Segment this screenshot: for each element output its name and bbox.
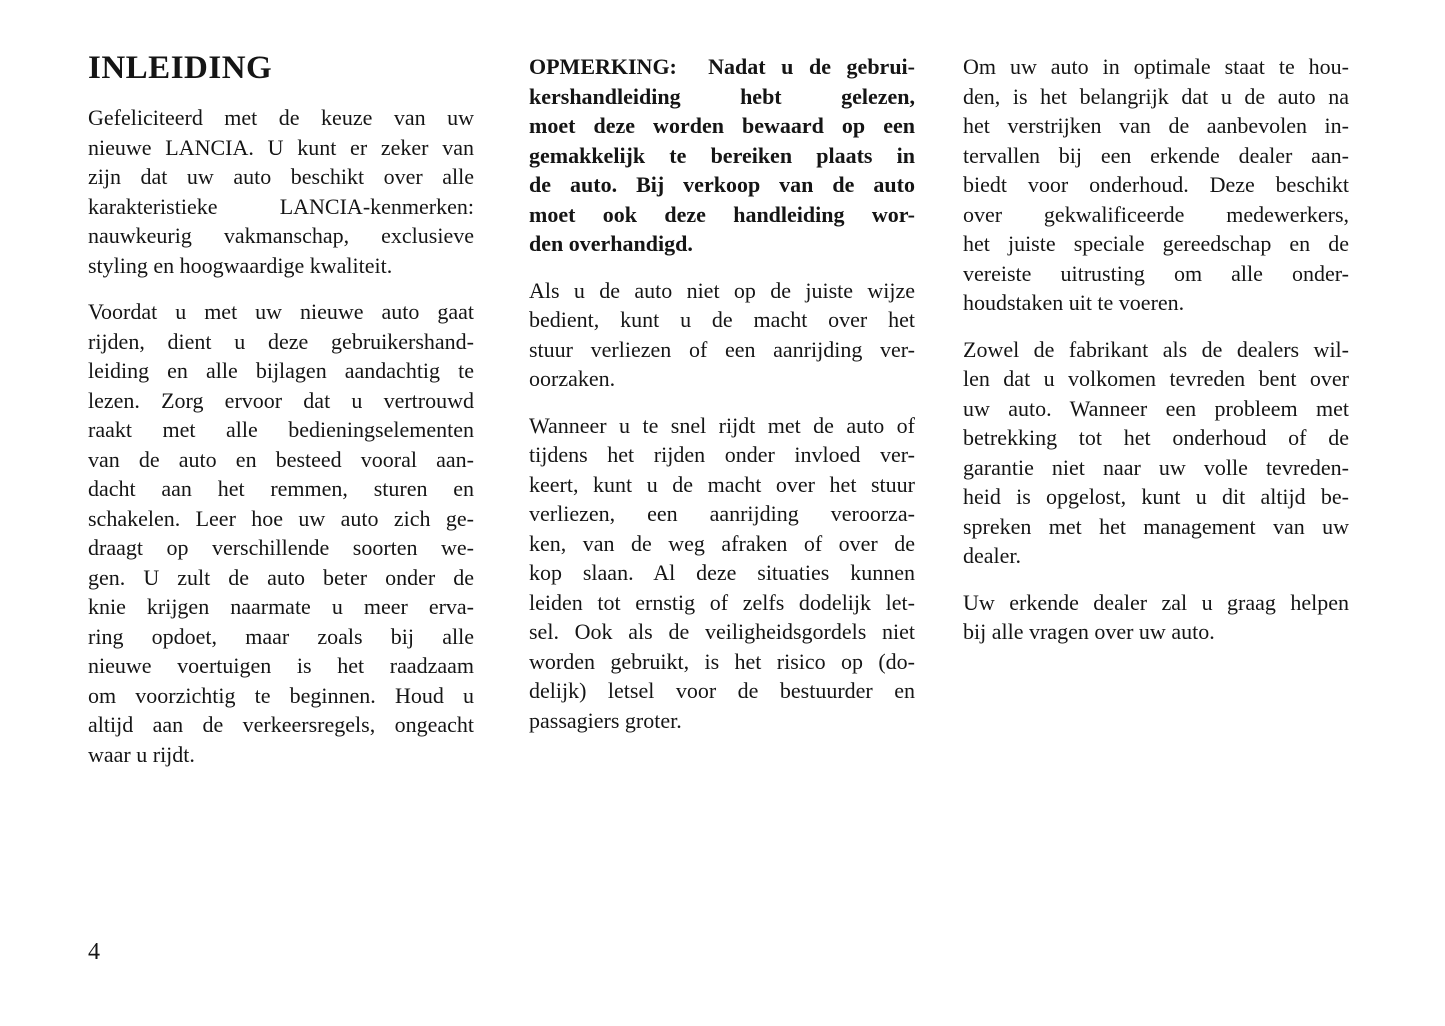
text-line: den, is het belangrijk dat u de auto na — [963, 83, 1349, 109]
text-line: betrekking tot het onderhoud of de — [963, 425, 1349, 450]
text-line: om voorzichtig te beginnen. Houd u — [88, 682, 474, 708]
text-line: delijk) letsel voor de bestuurder en — [529, 678, 915, 703]
text-line: houdstaken uit te voeren. — [963, 290, 1185, 315]
text-line: Wanneer u te snel rijdt met de auto of — [529, 412, 915, 438]
text-line: zijn dat uw auto beschikt over alle — [88, 164, 474, 189]
paragraph — [88, 103, 474, 280]
paragraph — [963, 52, 1349, 318]
text-line: vereiste uitrusting om alle onder- — [963, 260, 1349, 286]
column-intro — [88, 52, 474, 786]
text-line: leiden tot ernstig of zelfs dodelijk let- — [529, 589, 915, 615]
text-line: Voordat u met uw nieuwe auto gaat — [88, 299, 474, 324]
text-line: OPMERKING: Nadat u de gebrui- — [529, 54, 915, 79]
text-line: nauwkeurig vakmanschap, exclusieve — [88, 223, 474, 248]
text-line: van de auto en besteed vooral aan- — [88, 446, 474, 472]
text-line: knie krijgen naarmate u meer erva- — [88, 594, 474, 619]
text-line: spreken met het management van uw — [963, 513, 1349, 539]
text-line: passagiers groter. — [529, 707, 682, 733]
text-line: schakelen. Leer hoe uw auto zich ge- — [88, 505, 474, 531]
paragraph — [529, 276, 915, 394]
paragraph — [963, 588, 1349, 647]
text-line: keert, kunt u de macht over het stuur — [529, 471, 915, 497]
paragraph — [529, 411, 915, 736]
text-line: verliezen, een aanrijding veroorza- — [529, 501, 915, 526]
text-line: styling en hoogwaardige kwaliteit. — [88, 252, 393, 278]
text-line: het verstrijken van de aanbevolen in- — [963, 113, 1349, 138]
text-line: nieuwe LANCIA. U kunt er zeker van — [88, 134, 474, 160]
text-line: sel. Ook als de veiligheidsgordels niet — [529, 619, 915, 644]
text-line: kop slaan. Al deze situaties kunnen — [529, 560, 915, 585]
page-number: 4 — [88, 939, 100, 965]
column-note — [529, 52, 915, 752]
text-line: moet deze worden bewaard op een — [529, 113, 915, 138]
text-line: Als u de auto niet op de juiste wijze — [529, 277, 915, 303]
text-line: over gekwalificeerde medewerkers, — [963, 201, 1349, 227]
text-line: dacht aan het remmen, sturen en — [88, 476, 474, 501]
text-line: bedient, kunt u de macht over het — [529, 307, 915, 332]
text-line: draagt op verschillende soorten we- — [88, 535, 474, 560]
paragraph — [88, 297, 474, 769]
text-line: tijdens het rijden onder invloed ver- — [529, 442, 915, 467]
column-2-paragraphs — [529, 52, 915, 735]
text-line: ring opdoet, maar zoals bij alle — [88, 623, 474, 649]
text-line: nieuwe voertuigen is het raadzaam — [88, 653, 474, 678]
text-line: moet ook deze handleiding wor- — [529, 201, 915, 227]
text-line: rijden, dient u deze gebruikershand- — [88, 328, 474, 354]
text-line: gemakkelijk te bereiken plaats in — [529, 142, 915, 168]
text-line: waar u rijdt. — [88, 741, 195, 767]
text-line: ken, van de weg afraken of over de — [529, 530, 915, 556]
text-line: leiding en alle bijlagen aandachtig te — [88, 358, 474, 383]
column-service — [963, 52, 1349, 664]
text-line: Gefeliciteerd met de keuze van uw — [88, 105, 474, 130]
text-line: Om uw auto in optimale staat te hou- — [963, 54, 1349, 79]
text-line: gen. U zult de auto beter onder de — [88, 564, 474, 590]
text-line: dealer. — [963, 543, 1022, 568]
text-line: altijd aan de verkeersregels, ongeacht — [88, 712, 474, 737]
text-line: bij alle vragen over uw auto. — [963, 619, 1215, 644]
text-line: het juiste speciale gereedschap en de — [963, 231, 1349, 256]
text-line: tervallen bij een erkende dealer aan- — [963, 142, 1349, 168]
text-line: den overhandigd. — [529, 231, 693, 256]
text-line: stuur verliezen of een aanrijding ver- — [529, 336, 915, 362]
page-title: INLEIDING — [88, 50, 273, 86]
text-line: karakteristieke LANCIA-kenmerken: — [88, 193, 474, 219]
text-line: lezen. Zorg ervoor dat u vertrouwd — [88, 387, 474, 413]
text-line: de auto. Bij verkoop van de auto — [529, 172, 915, 197]
text-line: biedt voor onderhoud. Deze beschikt — [963, 172, 1349, 197]
column-1-paragraphs — [88, 103, 474, 769]
text-line: heid is opgelost, kunt u dit altijd be- — [963, 484, 1349, 509]
text-line: oorzaken. — [529, 366, 616, 391]
column-3-paragraphs — [963, 52, 1349, 647]
paragraph — [529, 52, 915, 259]
text-line: worden gebruikt, is het risico op (do- — [529, 648, 915, 674]
paragraph — [963, 335, 1349, 571]
text-line: raakt met alle bedieningselementen — [88, 417, 474, 442]
text-line: kershandleiding hebt gelezen, — [529, 83, 915, 109]
text-line: Uw erkende dealer zal u graag helpen — [963, 589, 1349, 615]
text-line: len dat u volkomen tevreden bent over — [963, 366, 1349, 391]
text-line: Zowel de fabrikant als de dealers wil- — [963, 336, 1349, 362]
text-line: uw auto. Wanneer een probleem met — [963, 395, 1349, 421]
text-line: garantie niet naar uw volle tevreden- — [963, 454, 1349, 480]
